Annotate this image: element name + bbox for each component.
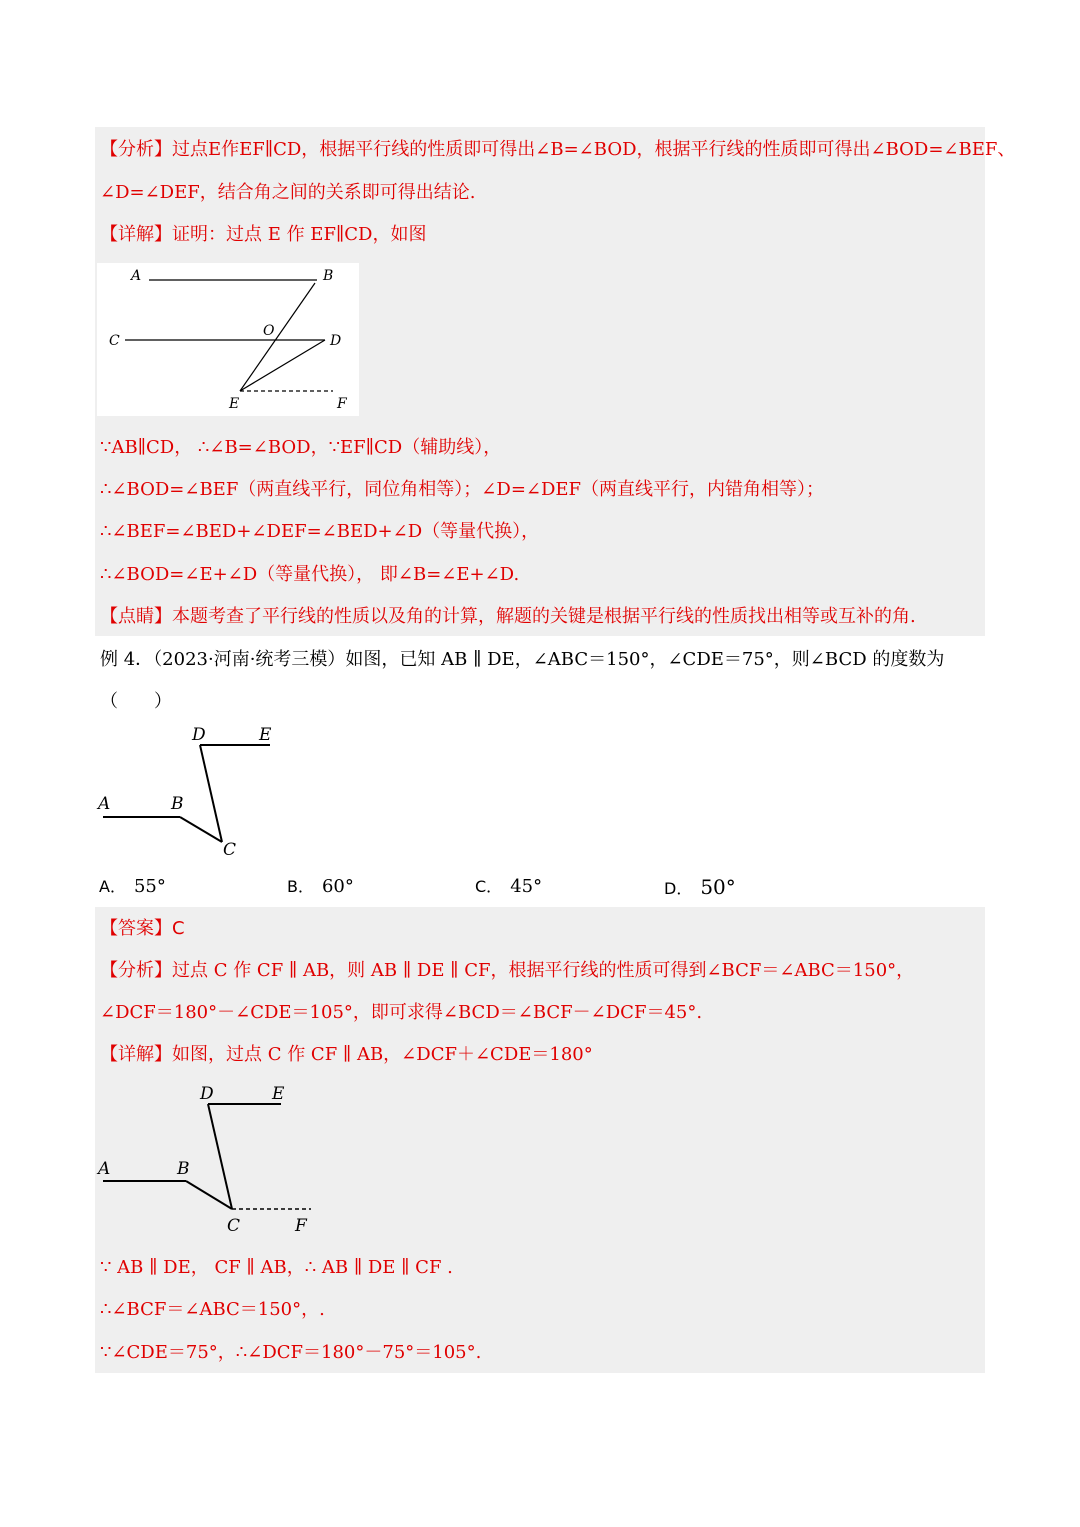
label-f: F — [337, 396, 347, 412]
proof-line-1: ∵ AB ∥ DE， CF ∥ AB，∴ AB ∥ DE ∥ CF . — [100, 1257, 453, 1278]
label-e: E — [229, 396, 240, 412]
line-bc — [186, 1181, 232, 1209]
analysis-line-1: 【分析】过点E作EF∥CD，根据平行线的性质即可得出∠B=∠BOD，根据平行线的性质即可得出∠BOD=∠BEF、 — [100, 139, 1016, 160]
line-bc — [180, 817, 222, 842]
proof-line-3: ∴∠BEF=∠BED+∠DEF=∠BED+∠D（等量代换）， — [100, 521, 540, 542]
label-a: A — [131, 268, 142, 284]
detail-line: 【详解】如图，过点 C 作 CF ∥ AB，∠DCF＋∠CDE＝180° — [100, 1044, 593, 1065]
label-d: D — [200, 1084, 214, 1104]
figure-1 — [97, 263, 359, 416]
label-d: D — [192, 725, 206, 745]
analysis-line-2: ∠D=∠DEF，结合角之间的关系即可得出结论. — [100, 182, 476, 203]
line-dc — [208, 1104, 232, 1209]
label-b: B — [177, 1159, 190, 1179]
proof-line-3: ∵∠CDE＝75°，∴∠DCF＝180°－75°＝105°. — [100, 1342, 482, 1363]
label-c: C — [227, 1216, 241, 1236]
line-dc — [200, 745, 222, 842]
option-c[interactable]: C． 45° — [475, 876, 543, 897]
comment-line: 【点睛】本题考查了平行线的性质以及角的计算，解题的关键是根据平行线的性质找出相等或互补的角. — [100, 606, 916, 627]
option-a[interactable]: A． 55° — [99, 876, 166, 897]
label-a: A — [98, 1159, 111, 1179]
label-d: D — [330, 333, 342, 349]
label-c: C — [223, 840, 237, 860]
figure-3 — [95, 1078, 320, 1238]
proof-line-4: ∴∠BOD=∠E+∠D（等量代换）， 即∠B=∠E+∠D. — [100, 564, 520, 585]
label-o: O — [263, 323, 275, 339]
option-d[interactable]: D． 50° — [664, 875, 736, 899]
proof-line-2: ∴∠BCF＝∠ABC＝150°，. — [100, 1299, 325, 1320]
proof-line-2: ∴∠BOD=∠BEF（两直线平行，同位角相等）；∠D=∠DEF（两直线平行，内错角相等）； — [100, 479, 825, 500]
analysis-line-2: ∠DCF＝180°－∠CDE＝105°，即可求得∠BCD＝∠BCF－∠DCF＝45°. — [100, 1002, 703, 1023]
example-4-question: 例 4．（2023·河南·统考三模）如图，已知 AB ∥ DE，∠ABC＝150°，∠CDE＝75°，则∠BCD 的度数为 — [100, 649, 945, 670]
figure-2 — [95, 722, 295, 862]
analysis-line-1: 【分析】过点 C 作 CF ∥ AB，则 AB ∥ DE ∥ CF，根据平行线的性质可得到∠BCF＝∠ABC＝150°， — [100, 960, 915, 981]
label-a: A — [98, 794, 111, 814]
label-e: E — [259, 725, 272, 745]
label-c: C — [109, 333, 120, 349]
label-b: B — [323, 268, 334, 284]
proof-line-1: ∵AB∥CD， ∴∠B=∠BOD，∵EF∥CD（辅助线）， — [100, 437, 502, 458]
option-b[interactable]: B． 60° — [287, 876, 354, 897]
label-e: E — [272, 1084, 285, 1104]
answer-line: 【答案】C — [100, 918, 185, 939]
label-f: F — [295, 1216, 307, 1236]
example-4-bracket: （ ） — [100, 691, 172, 712]
label-b: B — [171, 794, 184, 814]
detail-line: 【详解】证明：过点 E 作 EF∥CD，如图 — [100, 224, 427, 245]
